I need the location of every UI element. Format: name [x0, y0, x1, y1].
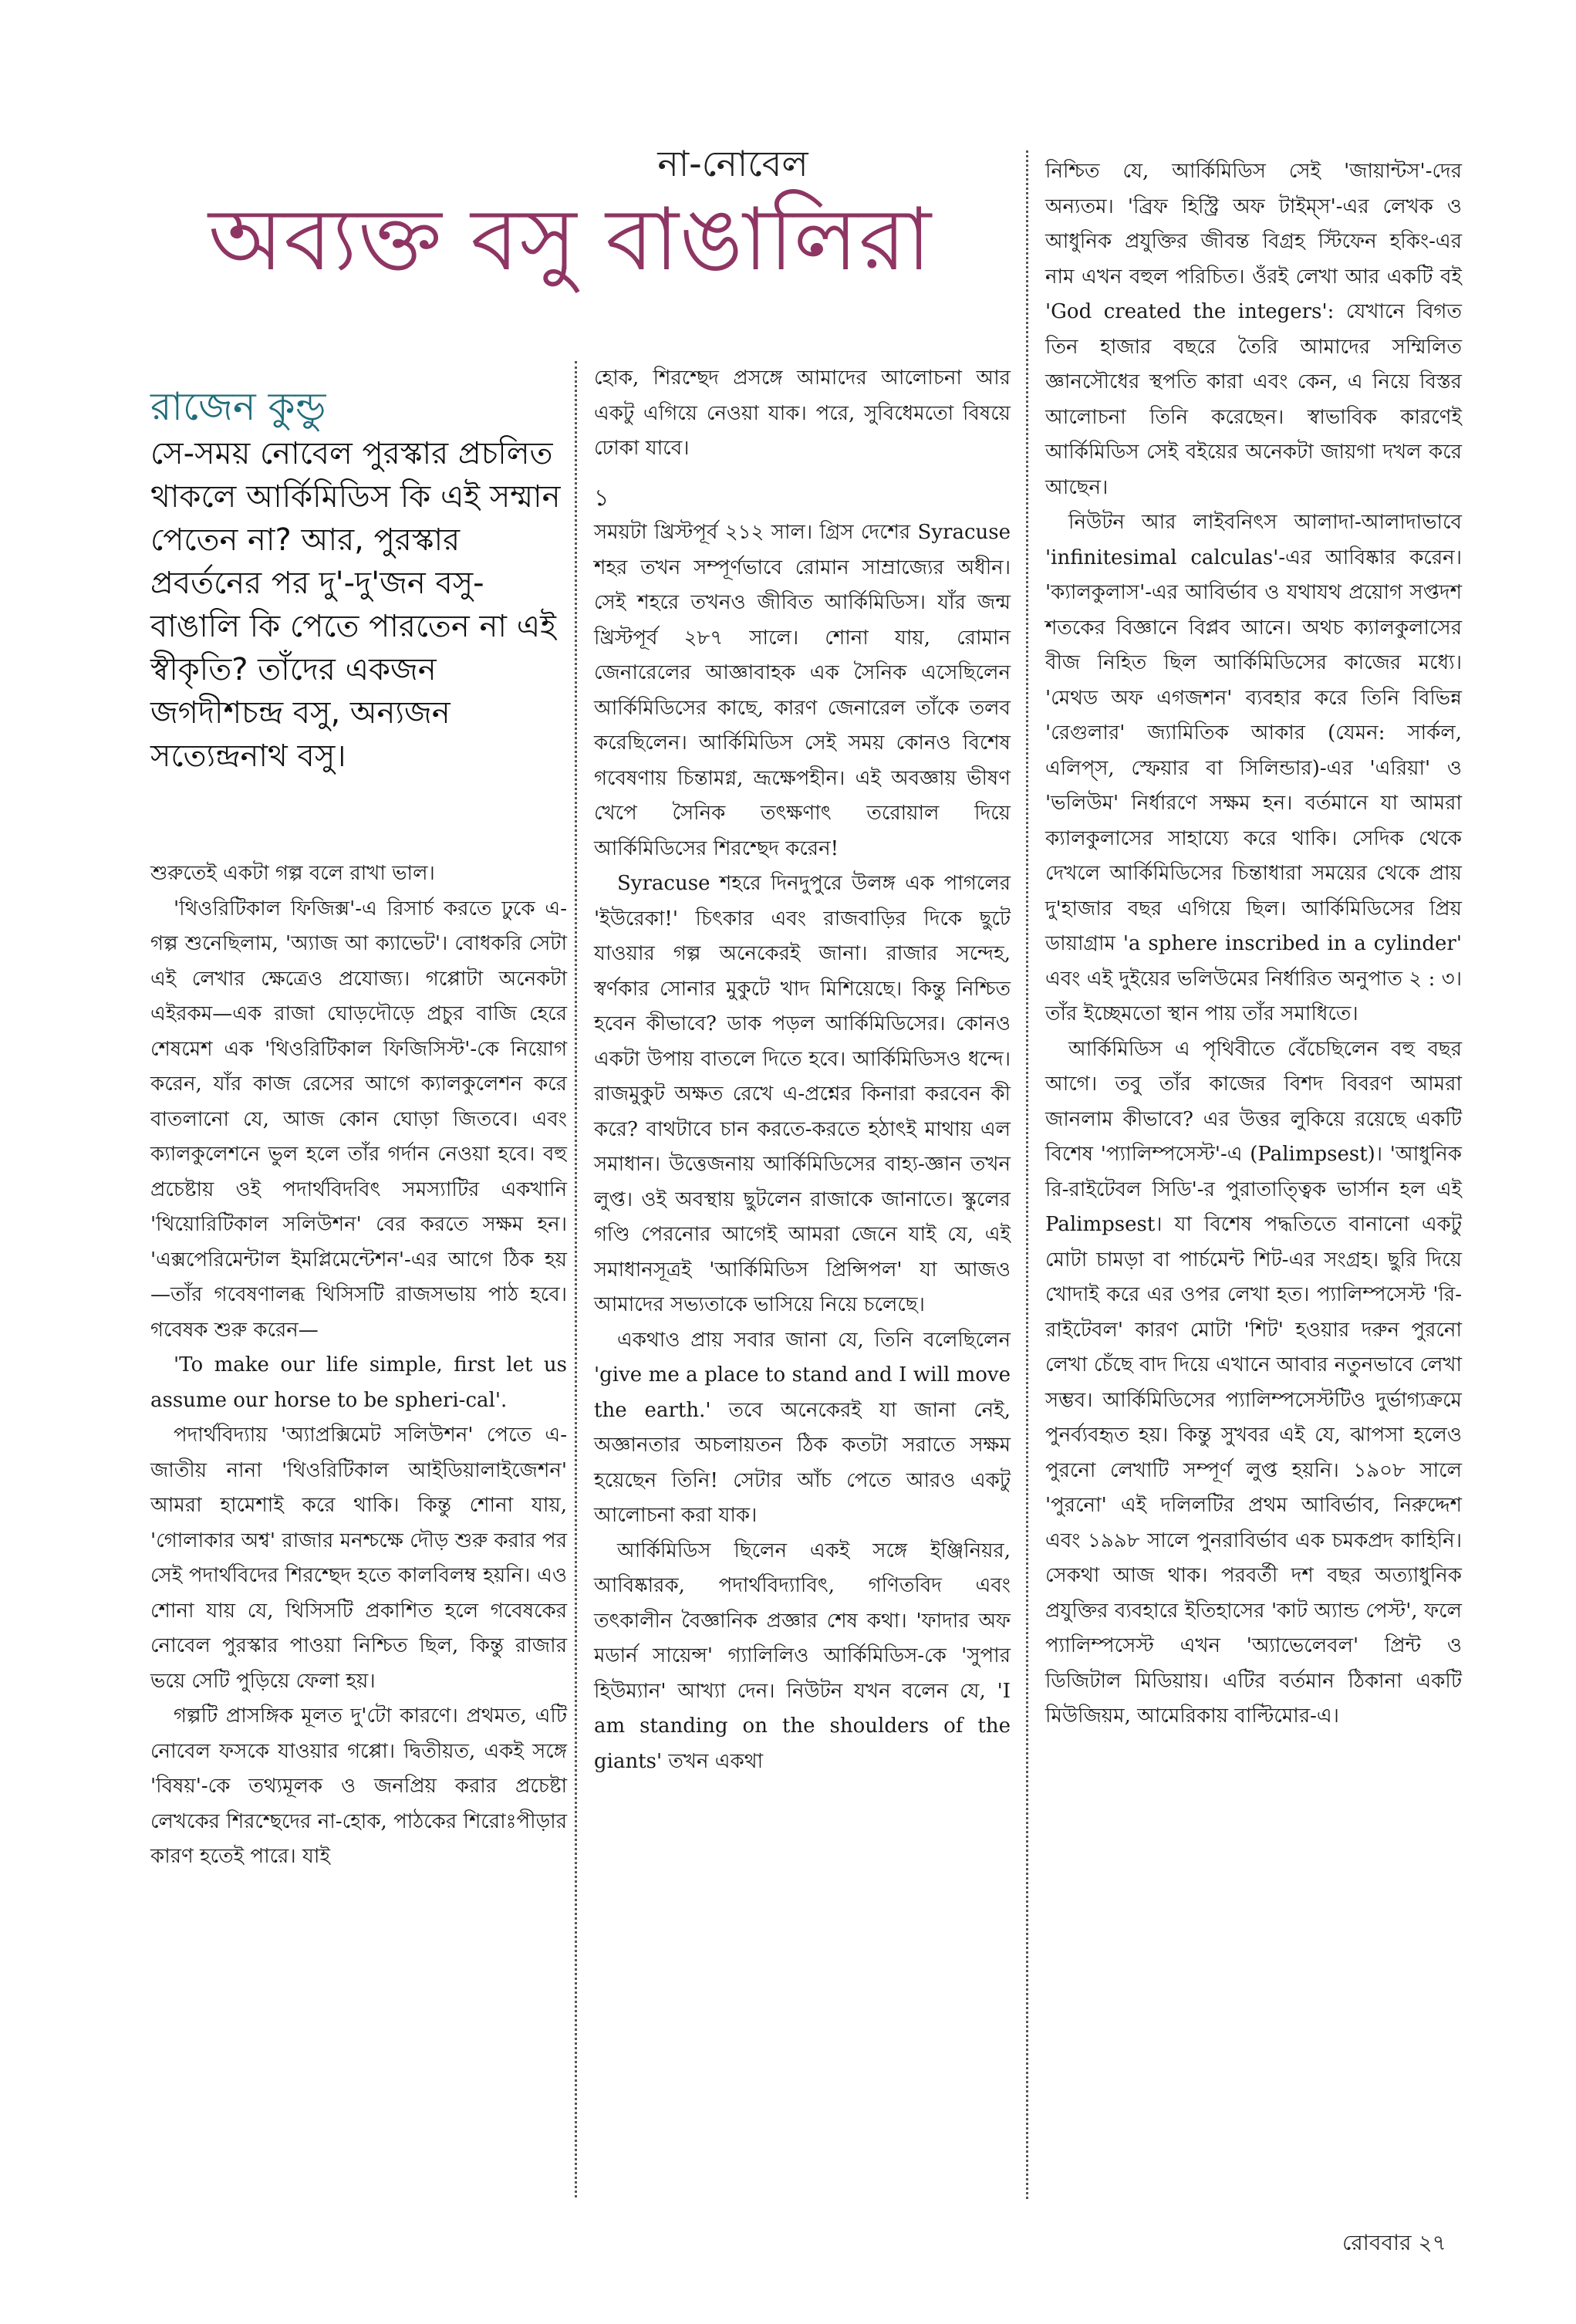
- standfirst: সে-সময় নোবেল পুরস্কার প্রচলিত থাকলে আর্কিমিডিস কি এই সম্মান পেতেন না? আর, পুরস্কার প্রবর্তনের পর দু'-দু'জন বসু-বাঙালি কি পেতে পারতেন না এই স্বীকৃতি? তাঁদের একজন জগদীশচন্দ্র বসু, অন্যজন সত্যেন্দ্রনাথ বসু।: [150, 436, 561, 774]
- body-column-1: [150, 856, 567, 1875]
- paragraph: 'থিওরিটিকাল ফিজিক্স'-এ রিসার্চ করতে ঢুকে এ-গল্প শুনেছিলাম, 'অ্যাজ আ ক্যাভেট'। বোধকরি সেটা এই লেখার ক্ষেত্রেও প্রযোজ্য। গপ্পোটা অনেকটা এইরকম—এক রাজা ঘোড়দৌড়ে প্রচুর বাজি হেরে শেষমেশ এক 'থিওরিটিকাল ফিজিসিস্ট'-কে নিয়োগ করেন, যাঁর কাজ রেসের আগে ক্যালকুলেশন করে বাতলানো যে, আজ কোন ঘোড়া জিতবে। এবং ক্যালকুলেশনে ভুল হলে তাঁর গর্দান নেওয়া হবে। বহু প্রচেষ্টায় ওই পদার্থবিদবিৎ সমস্যাটির একখানি 'থিয়োরিটিকাল সলিউশন' বের করতে সক্ষম হন। 'এক্সপেরিমেন্টাল ইমপ্লিমেন্টেশন'-এর আগে ঠিক হয়—তাঁর গবেষণালব্ধ থিসিসটি রাজসভায় পাঠ হবে। গবেষক শুরু করেন—: [150, 897, 567, 1342]
- section-number: ১: [594, 484, 609, 512]
- paragraph: আর্কিমিডিস ছিলেন একই সঙ্গে ইঞ্জিনিয়র, আবিষ্কারক, পদার্থবিদ্যাবিৎ, গণিতবিদ এবং তৎকালীন বৈজ্ঞানিক প্রজ্ঞার শেষ কথা। 'ফাদার অফ মডার্ন সায়েন্স' গ্যালিলিও আর্কিমিডিস-কে 'সুপার হিউম্যান' আখ্যা দেন। নিউটন যখন বলেন যে, 'I am standing on the shoulders of the giants' তখন একথা: [594, 1539, 1011, 1773]
- author-byline: রাজেন কুন্ডু: [150, 384, 326, 429]
- paragraph: আর্কিমিডিস এ পৃথিবীতে বেঁচেছিলেন বহু বছর আগে। তবু তাঁর কাজের বিশদ বিবরণ আমরা জানলাম কীভাবে? এর উত্তর লুকিয়ে রয়েছে একটি বিশেষ 'প্যালিম্পসেস্ট'-এ (Palimpsest)। 'আধুনিক রি-রাইটেবল সিডি'-র পুরাতাত্ত্বিক ভার্সান হল এই Palimpsest। যা বিশেষ পদ্ধতিতে বানানো একটু মোটা চামড়া বা পার্চমেন্ট শিট-এর সংগ্রহ। ছুরি দিয়ে খোদাই করে এর ওপর লেখা হত। প্যালিম্পসেস্ট 'রি-রাইটেবল' কারণ মোটা 'শিট' হওয়ার দরুন পুরনো লেখা চেঁছে বাদ দিয়ে এখানে আবার নতুনভাবে লেখা সম্ভব। আর্কিমিডিসের প্যালিম্পসেস্টটিও দুর্ভাগ্যক্রমে পুনর্ব্যবহৃত হয়। কিন্তু সুখবর এই যে, ঝাপসা হলেও পুরনো লেখাটি সম্পূর্ণ লুপ্ত হয়নি। ১৯০৮ সালে 'পুরনো' এই দলিলটির প্রথম আবির্ভাব, নিরুদ্দেশ এবং ১৯৯৮ সালে পুনরাবির্ভাব এক চমকপ্রদ কাহিনি। সেকথা আজ থাক। পরবর্তী দশ বছর অত্যাধুনিক প্রযুক্তির ব্যবহারে ইতিহাসের 'কাট অ্যান্ড পেস্ট', ফলে প্যালিম্পসেস্ট এখন 'অ্যাভেলেবল' প্রিন্ট ও ডিজিটাল মিডিয়ায়। এটির বর্তমান ঠিকানা একটি মিউজিয়ম, আমেরিকায় বাল্টিমোর-এ।: [1045, 1037, 1462, 1728]
- section-kicker: না-নোবেল: [657, 143, 808, 184]
- body-column-3: [1045, 154, 1462, 1735]
- paragraph: পদার্থবিদ্যায় 'অ্যাপ্রক্সিমেট সলিউশন' পেতে এ-জাতীয় নানা 'থিওরিটিকাল আইডিয়ালাইজেশন' আমরা হামেশাই করে থাকি। কিন্তু শোনা যায়, 'গোলাকার অশ্ব' রাজার মনশ্চক্ষে দৌড় শুরু করার পর সেই পদার্থবিদের শিরশ্ছেদ হতে কালবিলম্ব হয়নি। এও শোনা যায় যে, থিসিসটি প্রকাশিত হলে গবেষকের নোবেল পুরস্কার পাওয়া নিশ্চিত ছিল, কিন্তু রাজার ভয়ে সেটি পুড়িয়ে ফেলা হয়।: [150, 1424, 567, 1693]
- headline: অব্যক্ত বসু বাঙালিরা: [208, 190, 933, 290]
- column-rule-2: [1026, 150, 1028, 2199]
- paragraph: হোক, শিরশ্ছেদ প্রসঙ্গে আমাদের আলোচনা আর একটু এগিয়ে নেওয়া যাক। পরে, সুবিধেমতো বিষয়ে ঢোকা যাবে।: [594, 367, 1011, 460]
- page-folio: রোববার ২৭: [1342, 2230, 1446, 2255]
- paragraph: শুরুতেই একটা গল্প বলে রাখা ভাল।: [150, 862, 435, 885]
- paragraph: নিশ্চিত যে, আর্কিমিডিস সেই 'জায়ান্টস'-দের অন্যতম। 'ব্রিফ হিস্ট্রি অফ টাইম্‌স'-এর লেখক ও আধুনিক প্রযুক্তির জীবন্ত বিগ্রহ স্টিফেন হকিং-এর নাম এখন বহুল পরিচিত। ওঁরই লেখা আর একটি বই 'God created the integers': যেখানে বিগত তিন হাজার বছরে তৈরি আমাদের সম্মিলিত জ্ঞানসৌধের স্থপতি কারা এবং কেন, এ নিয়ে বিস্তর আলোচনা তিনি করেছেন। স্বাভাবিক কারণেই আর্কিমিডিস সেই বইয়ের অনেকটা জায়গা দখল করে আছেন।: [1045, 160, 1462, 499]
- body-column-2: [594, 361, 1011, 1779]
- paragraph: একথাও প্রায় সবার জানা যে, তিনি বলেছিলেন 'give me a place to stand and I will move the earth.' তবে অনেকেরই যা জানা নেই, অজ্ঞানতার অচলায়তন ঠিক কতটা সরাতে সক্ষম হয়েছেন তিনি! সেটার আঁচ পেতে আরও একটু আলোচনা করা যাক।: [594, 1328, 1011, 1527]
- paragraph: গল্পটি প্রাসঙ্গিক মূলত দু'টো কারণে। প্রথমত, এটি নোবেল ফসকে যাওয়ার গপ্পো। দ্বিতীয়ত, একই সঙ্গে 'বিষয়'-কে তথ্যমূলক ও জনপ্রিয় করার প্রচেষ্টা লেখকের শিরশ্ছেদের না-হোক, পাঠকের শিরোঃপীড়ার কারণ হতেই পারে। যাই: [150, 1704, 567, 1868]
- column-rule-1: [575, 361, 577, 2197]
- paragraph: সময়টা খ্রিস্টপূর্ব ২১২ সাল। গ্রিস দেশের Syracuse শহর তখন সম্পূর্ণভাবে রোমান সাম্রাজ্যের অধীন। সেই শহরে তখনও জীবিত আর্কিমিডিস। যাঁর জন্ম খ্রিস্টপূর্ব ২৮৭ সালে। শোনা যায়, রোমান জেনারেলের আজ্ঞাবাহক এক সৈনিক এসেছিলেন আর্কিমিডিসের কাছে, কারণ জেনারেল তাঁকে তলব করেছিলেন। আর্কিমিডিস সেই সময় কোনও বিশেষ গবেষণায় চিন্তামগ্ন, ভ্রূক্ষেপহীন। এই অবজ্ঞায় ভীষণ খেপে সৈনিক তৎক্ষণাৎ তরোয়াল দিয়ে আর্কিমিডিসের শিরশ্ছেদ করেন!: [594, 521, 1011, 860]
- paragraph: নিউটন আর লাইবনিৎস আলাদা-আলাদাভাবে 'infinitesimal calculas'-এর আবিষ্কার করেন। 'ক্যালকুলাস'-এর আবির্ভাব ও যথাযথ প্রয়োগ সপ্তদশ শতকের বিজ্ঞানে বিপ্লব আনে। অথচ ক্যালকুলাসের বীজ নিহিত ছিল আর্কিমিডিসের কাজের মধ্যে। 'মেথড অফ এগজশন' ব্যবহার করে তিনি বিভিন্ন 'রেগুলার' জ্যামিতিক আকার (যেমন: সার্কল, এলিপ্‌স, স্ফেয়ার বা সিলিন্ডার)-এর 'এরিয়া' ও 'ভলিউম' নির্ধারণে সক্ষম হন। বর্তমানে যা আমরা ক্যালকুলাসের সাহায্যে করে থাকি। সেদিক থেকে দেখলে আর্কিমিডিসের চিন্তাধারা সময়ের থেকে প্রায় দু'হাজার বছর এগিয়ে ছিল। আর্কিমিডিসের প্রিয় ডায়াগ্রাম 'a sphere inscribed in a cylinder' এবং এই দুইয়ের ভলিউমের নির্ধারিত অনুপাত ২ : ৩। তাঁর ইচ্ছেমতো স্থান পায় তাঁর সমাধিতে।: [1045, 511, 1462, 1025]
- paragraph: Syracuse শহরে দিনদুপুরে উলঙ্গ এক পাগলের 'ইউরেকা!' চিৎকার এবং রাজবাড়ির দিকে ছুটে যাওয়ার গল্প অনেকেরই জানা। রাজার সন্দেহ, স্বর্ণকার সোনার মুকুটে খাদ মিশিয়েছে। কিন্তু নিশ্চিত হবেন কীভাবে? ডাক পড়ল আর্কিমিডিসের। কোনও একটা উপায় বাতলে দিতে হবে। আর্কিমিডিসও ধন্দে। রাজমুকুট অক্ষত রেখে এ-প্রশ্নের কিনারা করবেন কী করে? বাথটাবে চান করতে-করতে হঠাৎই মাথায় এল সমাধান। উত্তেজনায় আর্কিমিডিসের বাহ্য-জ্ঞান তখন লুপ্ত। ওই অবস্থায় ছুটলেন রাজাকে জানাতে। স্কুলের গণ্ডি পেরনোর আগেই আমরা জেনে যাই যে, এই সমাধানসূত্রই 'আর্কিমিডিস প্রিন্সিপল' যা আজও আমাদের সভ্যতাকে ভাসিয়ে নিয়ে চলেছে।: [594, 872, 1011, 1316]
- paragraph: 'To make our life simple, first let us assume our horse to be spheri-cal'.: [150, 1353, 567, 1412]
